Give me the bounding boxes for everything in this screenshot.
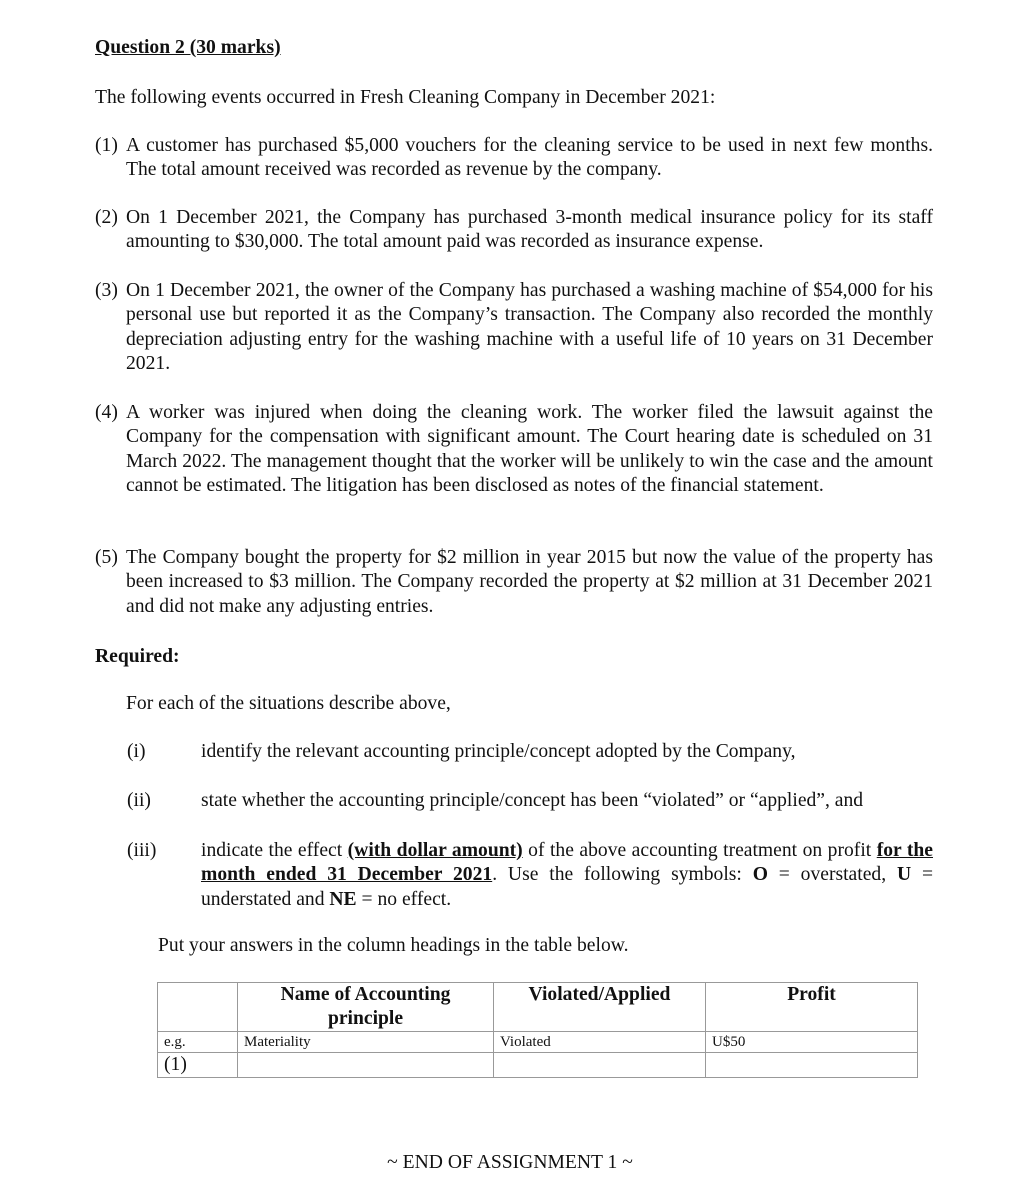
- requirement-number: (iii): [127, 840, 157, 861]
- text: = no effect.: [356, 888, 452, 910]
- header-cell: [158, 983, 238, 1032]
- event-text: On 1 December 2021, the owner of the Company has purchased a washing machine of $54,000 for his personal use but reported it as the Company’s transaction. The Company also recorded the monthly depreciation adjusting entry for the washing machine with a useful life of 10 years on 31 December 2021.: [126, 280, 933, 375]
- event-text: The Company bought the property for $2 million in year 2015 but now the value of the property has been increased to $3 million. The Company recorded the property at $2 million at 31 December 2021 and did not make any adjusting entries.: [126, 547, 933, 617]
- requirement-ii: [127, 789, 933, 813]
- event-4: [95, 401, 933, 499]
- table-cell: U$50: [706, 1032, 918, 1053]
- event-number: (1): [95, 135, 118, 156]
- requirement-number: (i): [127, 741, 146, 762]
- event-number: (4): [95, 402, 118, 423]
- instruction: Put your answers in the column headings in the table below.: [158, 935, 629, 956]
- header-cell: Name of Accounting principle: [238, 983, 494, 1032]
- event-text: On 1 December 2021, the Company has purchased 3-month medical insurance policy for its staff amounting to $30,000. The total amount paid was recorded as insurance expense.: [126, 207, 933, 253]
- table-cell[interactable]: [706, 1053, 918, 1078]
- table-cell: e.g.: [158, 1032, 238, 1053]
- text: . Use the following symbols:: [492, 864, 753, 886]
- question-heading: Question 2 (30 marks): [95, 37, 281, 58]
- symbol: NE: [329, 888, 357, 910]
- table-cell: Materiality: [238, 1032, 494, 1053]
- intro-text: The following events occurred in Fresh Cleaning Company in December 2021:: [95, 87, 716, 108]
- symbol: U: [896, 864, 912, 886]
- text: = overstated,: [767, 864, 897, 886]
- header-cell: Violated/Applied: [494, 983, 706, 1032]
- table-cell: (1): [158, 1053, 238, 1078]
- symbol: O: [752, 864, 768, 886]
- table-header-row: [158, 983, 918, 1032]
- event-number: (5): [95, 547, 118, 568]
- event-text: A customer has purchased $5,000 vouchers for the cleaning service to be used in next few months. The total amount received was recorded as revenue by the company.: [126, 135, 933, 181]
- requirement-text: identify the relevant accounting principle/concept adopted by the Company,: [201, 741, 796, 762]
- table-row: [158, 1053, 918, 1078]
- table-cell: Violated: [494, 1032, 706, 1053]
- event-1: [95, 134, 933, 183]
- footer-text: ~ END OF ASSIGNMENT 1 ~: [387, 1152, 633, 1173]
- requirement-text: state whether the accounting principle/concept has been “violated” or “applied”, and: [201, 790, 864, 811]
- requirement-i: [127, 740, 933, 764]
- table-cell[interactable]: [494, 1053, 706, 1078]
- event-5: [95, 546, 933, 619]
- emphasis: (with dollar amount): [347, 840, 523, 861]
- table-cell[interactable]: [238, 1053, 494, 1078]
- answer-table: [157, 982, 918, 1078]
- requirement-iii: [127, 839, 933, 912]
- event-number: (2): [95, 207, 118, 228]
- requirement-number: (ii): [127, 790, 151, 811]
- event-text: A worker was injured when doing the cleaning work. The worker filed the lawsuit against the Company for the compensation with significant amount. The Court hearing date is scheduled on 31 March 2022. The management thought that the worker will be unlikely to win the case and the amount cannot be estimated. The litigation has been disclosed as notes of the financial statement.: [126, 402, 933, 497]
- emphasis: for the month ended 31 December 2021: [201, 840, 933, 886]
- requirement-text: [201, 839, 933, 912]
- event-number: (3): [95, 280, 118, 301]
- table-row: [158, 1032, 918, 1053]
- text: of the above accounting treatment on profit: [522, 840, 877, 861]
- event-3: [95, 279, 933, 377]
- text: = understated and: [201, 864, 933, 910]
- event-2: [95, 206, 933, 255]
- header-cell: Profit: [706, 983, 918, 1032]
- text: indicate the effect: [201, 840, 348, 861]
- required-label: Required:: [95, 646, 180, 667]
- required-lead: For each of the situations describe above,: [126, 693, 451, 714]
